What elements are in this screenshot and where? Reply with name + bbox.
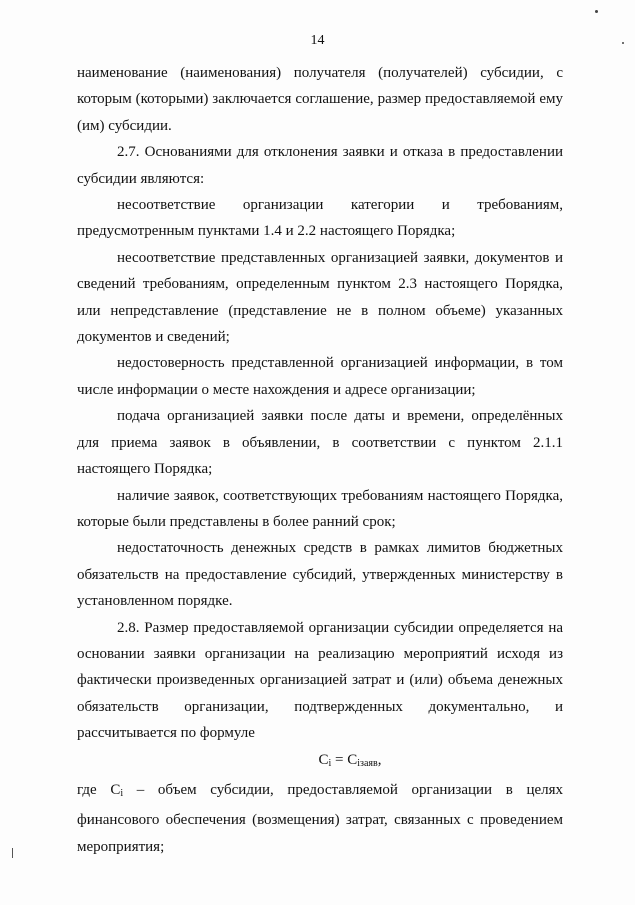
scan-speck xyxy=(622,42,624,44)
scan-edge-mark xyxy=(12,848,13,858)
page-number: 14 xyxy=(310,33,325,48)
definition-text: – объем субсидии, предоставляемой организации в целях финансового обеспечения (возмещения) затрат, связанных с проведением мероприятия; xyxy=(77,781,564,855)
paragraph-earlier-applications: наличие заявок, соответствующих требованиям настоящего Порядка, которые были представлены в более ранний срок; xyxy=(77,487,563,530)
scan-speck xyxy=(595,10,598,13)
paragraph-2-7-heading: 2.7. Основаниями для отклонения заявки и отказа в предоставлении субсидии являются: xyxy=(77,144,563,187)
paragraph-late-submission: подача организацией заявки после даты и времени, определённых для приема заявок в объявлении, в соответствии с пунктом 2.1.1 настоящего Порядка; xyxy=(77,408,563,478)
formula-equals: = xyxy=(331,751,348,768)
formula-definition xyxy=(77,777,563,860)
definition-prefix-sub: i xyxy=(120,787,124,799)
paragraph-unreliable-info: недостоверность представленной организацией информации, в том числе информации о месте нахождения и адресе организации; xyxy=(77,355,563,398)
formula-trailing: , xyxy=(377,751,382,768)
formula-lhs-base: C xyxy=(318,751,329,768)
paragraph-category-mismatch: несоответствие организации категории и требованиям, предусмотренным пунктами 1.4 и 2.2 настоящего Порядка; xyxy=(77,197,563,240)
formula-rhs-base: C xyxy=(347,751,358,768)
paragraph-insufficient-funds: недостаточность денежных средств в рамках лимитов бюджетных обязательств на предоставление субсидий, утвержденных министерству в установленном порядке. xyxy=(77,540,563,610)
formula-lhs-sub: i xyxy=(328,757,332,769)
document-body xyxy=(77,60,563,860)
definition-prefix: где C xyxy=(77,781,121,798)
formula-rhs-sub: iзаяв xyxy=(357,757,378,769)
paragraph-2-8-subsidy-size: 2.8. Размер предоставляемой организации субсидии определяется на основании заявки организации на реализацию мероприятий исходя из фактически произведенных организацией затрат и (или) объема денежных обязательств организации, подтвержденных документально, и рассчитывается по формуле xyxy=(77,619,563,742)
paragraph-documents-mismatch: несоответствие представленных организацией заявки, документов и сведений требованиям, определенным пунктом 2.3 настоящего Порядка, или непредставление (представление не в полном объеме) указанных документов и сведений; xyxy=(77,249,563,346)
subsidy-formula xyxy=(77,747,563,777)
paragraph-recipient-name: наименование (наименования) получателя (получателей) субсидии, с которым (которыми) заключается соглашение, размер предоставляемой ему (им) субсидии. xyxy=(77,65,563,134)
